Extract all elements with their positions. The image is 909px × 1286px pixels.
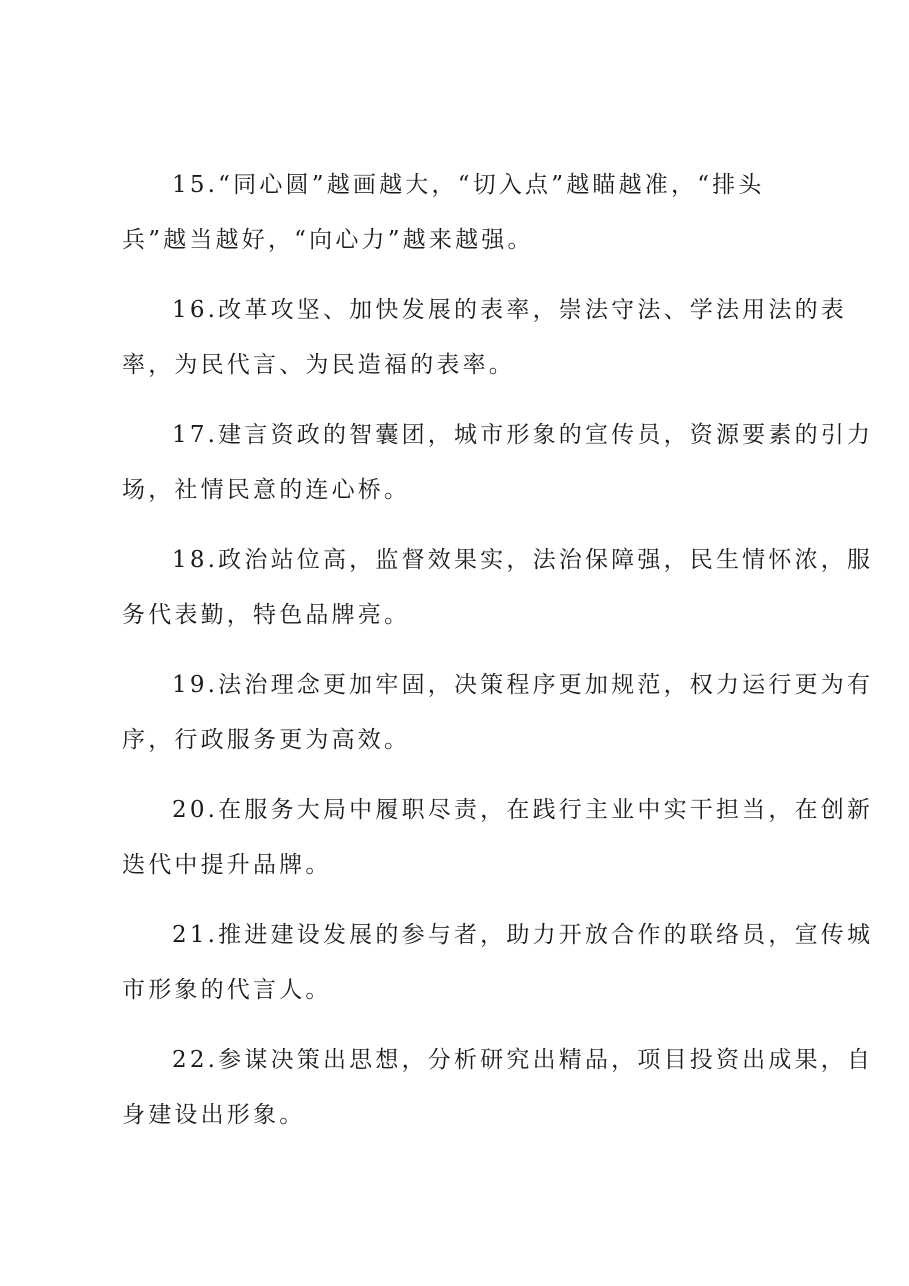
paragraph-19 bbox=[122, 658, 874, 768]
paragraph-line: 17.建言资政的智囊团，城市形象的宣传员，资源要素的引力 bbox=[172, 422, 874, 448]
paragraph-line: 19.法治理念更加牢固，决策程序更加规范，权力运行更为有 bbox=[172, 672, 874, 698]
paragraph-line: 18.政治站位高，监督效果实，法治保障强，民生情怀浓，服 bbox=[172, 547, 874, 573]
paragraph-line: 率，为民代言、为民造福的表率。 bbox=[122, 352, 515, 378]
paragraph-line: 15.“同心圆”越画越大，“切入点”越瞄越准，“排头 bbox=[172, 172, 765, 198]
paragraph-line: 务代表勤，特色品牌亮。 bbox=[122, 602, 411, 628]
paragraph-line: 21.推进建设发展的参与者，助力开放合作的联络员，宣传城 bbox=[172, 922, 874, 948]
paragraph-line: 市形象的代言人。 bbox=[122, 977, 332, 1003]
paragraph-line: 20.在服务大局中履职尽责，在践行主业中实干担当，在创新 bbox=[172, 797, 874, 823]
paragraph-line: 身建设出形象。 bbox=[122, 1102, 306, 1128]
paragraph-15 bbox=[122, 158, 822, 268]
paragraph-18 bbox=[122, 533, 874, 643]
paragraph-line: 兵”越当越好，“向心力”越来越强。 bbox=[122, 227, 534, 253]
paragraph-line: 场，社情民意的连心桥。 bbox=[122, 477, 411, 503]
paragraph-21 bbox=[122, 908, 874, 1018]
paragraph-20 bbox=[122, 783, 874, 893]
paragraph-16 bbox=[122, 283, 847, 393]
paragraph-line: 迭代中提升品牌。 bbox=[122, 852, 332, 878]
paragraph-line: 22.参谋决策出思想，分析研究出精品，项目投资出成果，自 bbox=[172, 1047, 874, 1073]
paragraph-17 bbox=[122, 408, 874, 518]
paragraph-22 bbox=[122, 1033, 874, 1143]
document-body bbox=[122, 158, 874, 1158]
paragraph-line: 序，行政服务更为高效。 bbox=[122, 727, 411, 753]
paragraph-line: 16.改革攻坚、加快发展的表率，崇法守法、学法用法的表 bbox=[172, 297, 847, 323]
